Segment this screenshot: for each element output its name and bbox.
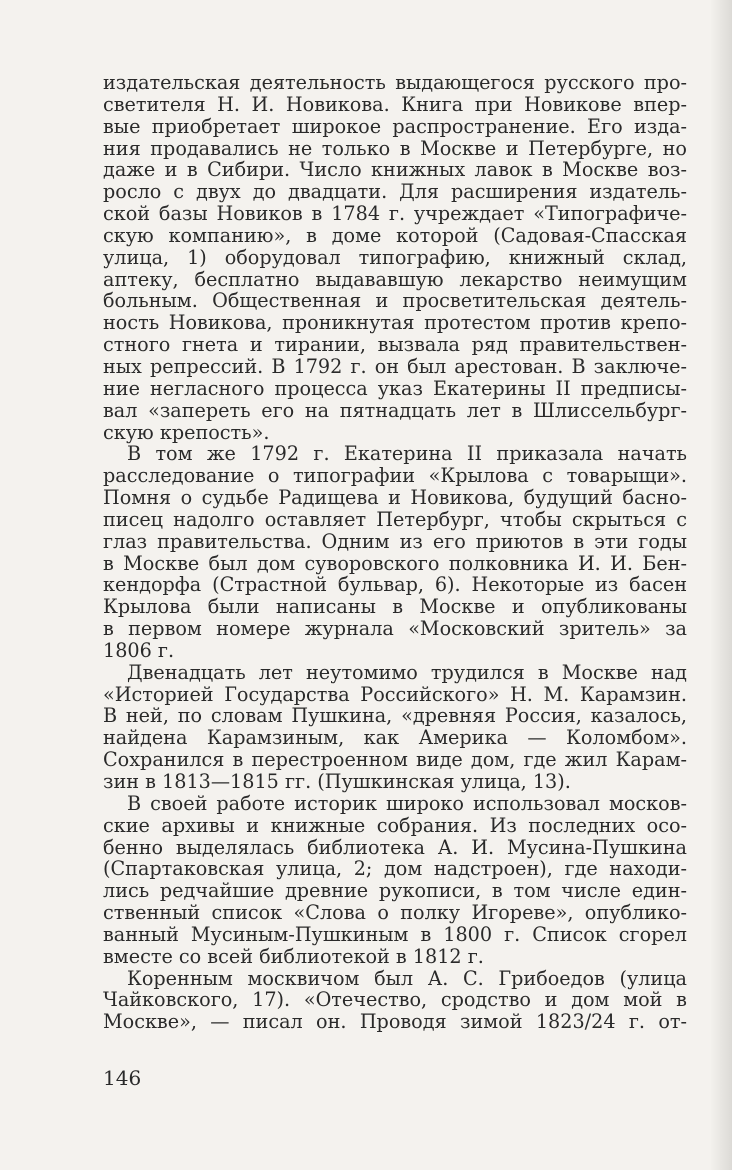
page-edge-shadow [710,0,732,1170]
text-line: в первом номере журнала «Московский зритель» за [103,617,687,641]
text-line: Чайковского, 17). «Отечество, сродство и дом мой в [103,988,687,1012]
text-line: В ней, по словам Пушкина, «древняя Россия, казалось, [103,704,687,728]
text-line: Коренным москвичом был А. С. Грибоедов (улица [127,966,687,990]
text-line: вместе со всей библиотекой в 1812 г. [103,944,484,968]
text-line: больным. Общественная и просветительская деятель- [103,289,687,313]
text-line: лись редчайшие древние рукописи, в том числе един- [103,879,687,903]
text-line: Сохранился в перестроенном виде дом, где жил Карам- [103,748,687,772]
text-line: скую крепость». [103,420,270,444]
text-line: В том же 1792 г. Екатерина II приказала начать [127,442,687,466]
text-line: расследование о типографии «Крылова с товарыщи». [103,464,687,488]
text-line: ские архивы и книжные собрания. Из последних осо- [103,813,687,837]
body-text [103,72,687,1033]
text-line: найдена Карамзиным, как Америка — Коломбом». [103,726,687,750]
text-line: В своей работе историк широко использовал москов- [127,791,687,815]
text-line: 1806 г. [103,638,175,662]
text-line: ния продавались не только в Москве и Петербурге, но [103,136,687,160]
text-line: кендорфа (Страстной бульвар, 6). Некоторые из басен [103,573,687,597]
text-line: Крылова были написаны в Москве и опубликованы [103,595,687,619]
text-line: Москве», — писал он. Проводя зимой 1823/24 г. от- [103,1010,687,1034]
text-line: ской базы Новиков в 1784 г. учреждает «Типографиче- [103,202,687,226]
text-line: даже и в Сибири. Число книжных лавок в Москве воз- [103,158,687,182]
text-line: глаз правительства. Одним из его приютов в эти годы [103,529,687,553]
text-line: Помня о судьбе Радищева и Новикова, будущий басно- [103,486,687,510]
text-line: росло с двух до двадцати. Для расширения издатель- [103,180,687,204]
text-line: вые приобретает широкое распространение. Его изда- [103,114,687,138]
text-line: издательская деятельность выдающегося русского про- [103,71,687,94]
text-line: стного гнета и тирании, вызвала ряд правительствен- [103,333,687,357]
text-line: улица, 1) оборудовал типографию, книжный склад, [103,245,687,269]
text-line: ственный список «Слова о полку Игореве», опублико- [103,901,687,925]
text-line: Двенадцать лет неутомимо трудился в Москве над [127,660,687,684]
text-line: скую компанию», в доме которой (Садовая-Спасская [103,223,687,247]
text-line: писец надолго оставляет Петербург, чтобы скрыться с [103,507,687,531]
text-line: аптеку, бесплатно выдававшую лекарство неимущим [103,267,687,291]
text-line: «Историей Государства Российского» Н. М. Карамзин. [103,682,687,706]
page-number: 146 [103,1066,142,1090]
text-line: светителя Н. И. Новикова. Книга при Новикове впер- [103,92,687,116]
text-line: бенно выделялась библиотека А. И. Мусина-Пушкина [103,835,687,859]
text-line: (Спартаковская улица, 2; дом надстроен), где находи- [103,857,687,881]
text-line: ванный Мусиным-Пушкиным в 1800 г. Список сгорел [103,922,687,946]
text-line: зин в 1813—1815 гг. (Пушкинская улица, 13). [103,770,571,793]
text-line: в Москве был дом суворовского полковника И. И. Бен- [103,551,687,575]
text-line: ние негласного процесса указ Екатерины II предписы- [103,376,687,400]
text-line: ность Новикова, проникнутая протестом против крепо- [103,311,687,335]
text-line: ных репрессий. В 1792 г. он был арестован. В заключе- [103,354,687,378]
text-line: вал «запереть его на пятнадцать лет в Шлиссельбург- [103,398,687,422]
